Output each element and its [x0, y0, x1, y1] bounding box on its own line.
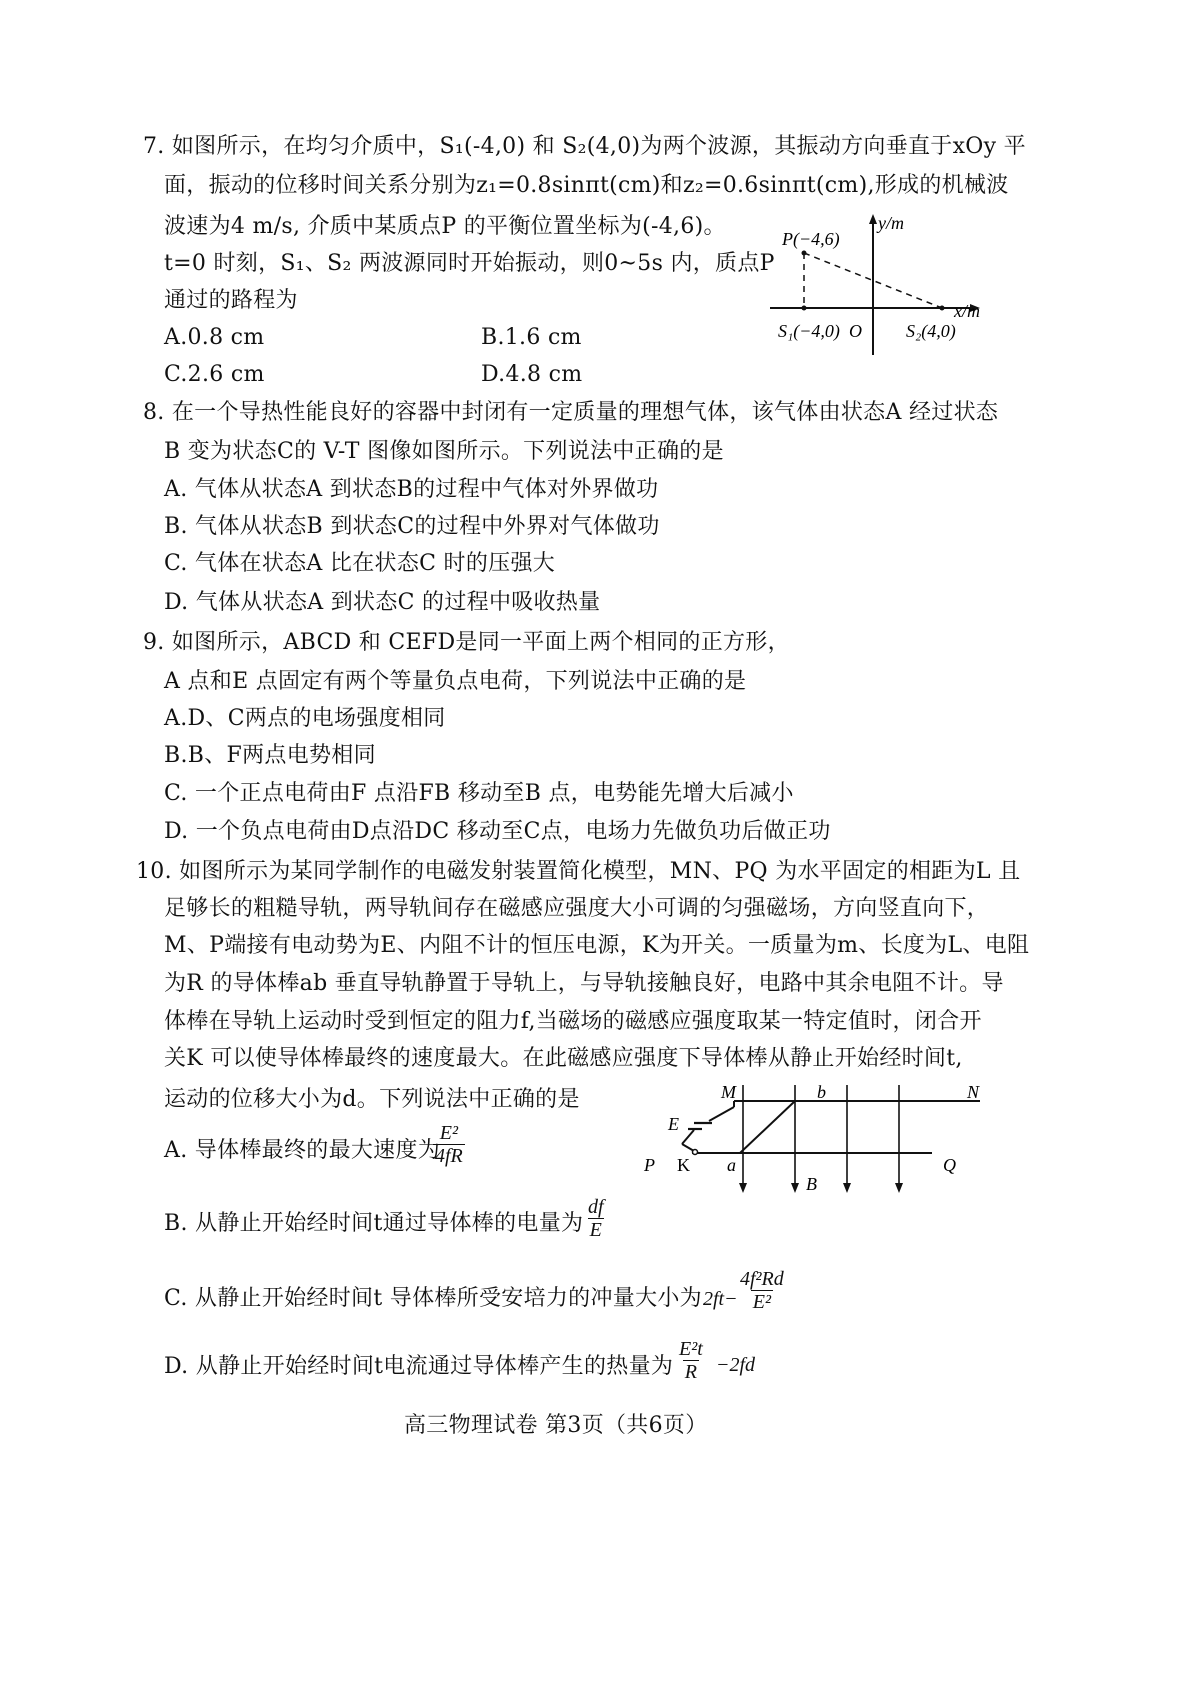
- q10-option-a-fraction: [433, 1122, 465, 1167]
- q7-stem-line-2: 面，振动的位移时间关系分别为z₁=0.8sinπt(cm)和z₂=0.6sinπt(cm),形成的机械波: [164, 173, 1009, 198]
- fraction-numerator: 4f²Rd: [740, 1268, 784, 1290]
- label-p: P(−4,6): [782, 229, 840, 249]
- q8-option-c: C. 气体在状态A 比在状态C 时的压强大: [164, 551, 556, 576]
- label-b: b: [817, 1082, 826, 1102]
- q9-option-c: C. 一个正点电荷由F 点沿FB 移动至B 点，电势能先增大后减小: [164, 781, 794, 806]
- label-n: N: [967, 1082, 980, 1102]
- q9-option-d: D. 一个负点电荷由D点沿DC 移动至C点，电场力先做负功后做正功: [164, 819, 831, 844]
- label-a: a: [727, 1155, 736, 1175]
- fraction-denominator: R: [684, 1361, 697, 1383]
- q10-option-d-suffix: −2fd: [716, 1354, 756, 1376]
- point-p: [802, 251, 807, 256]
- q10-option-c-text: C. 从静止开始经时间t 导体棒所受安培力的冲量大小为: [164, 1286, 702, 1311]
- q8-option-d: D. 气体从状态A 到状态C 的过程中吸收热量: [164, 590, 601, 615]
- field-arrow-icon: [843, 1183, 851, 1193]
- q10-option-d-text: D. 从静止开始经时间t电流通过导体棒产生的热量为: [164, 1354, 674, 1379]
- q8-stem-line-2: B 变为状态C的 V-T 图像如图所示。下列说法中正确的是: [164, 439, 724, 464]
- wire-source-to-switch: [682, 1130, 694, 1144]
- q10-stem-line-7: 运动的位移大小为d。下列说法中正确的是: [164, 1087, 580, 1112]
- label-b-field: B: [806, 1174, 817, 1194]
- page-footer: 高三物理试卷 第3页（共6页）: [404, 1413, 708, 1438]
- q10-stem-line-2: 足够长的粗糙导轨，两导轨间存在磁感应强度大小可调的匀强磁场，方向竖直向下，: [164, 896, 990, 921]
- q10-stem-line-1: 10. 如图所示为某同学制作的电磁发射装置简化模型，MN、PQ 为水平固定的相距为L 且: [136, 859, 1021, 884]
- q8-stem-line-1: 8. 在一个导热性能良好的容器中封闭有一定质量的理想气体，该气体由状态A 经过状态: [143, 400, 999, 425]
- fraction-numerator: df: [588, 1196, 604, 1218]
- wire-m-to-source: [709, 1107, 734, 1121]
- label-k: K: [677, 1155, 690, 1175]
- q7-option-c: C.2.6 cm: [164, 362, 265, 387]
- fraction-numerator: E²: [439, 1122, 458, 1144]
- label-m: M: [721, 1082, 736, 1102]
- q10-option-d-fraction: [677, 1338, 705, 1383]
- field-arrow-icon: [895, 1183, 903, 1193]
- q10-rail-figure: [630, 1075, 995, 1200]
- q10-option-c-fraction: [738, 1268, 786, 1313]
- fraction-numerator: E²t: [679, 1338, 703, 1360]
- y-axis-arrow-icon: [869, 214, 877, 224]
- q8-option-b: B. 气体从状态B 到状态C的过程中外界对气体做功: [164, 514, 660, 539]
- q7-stem-line-1: 7. 如图所示，在均匀介质中，S₁(-4,0) 和 S₂(4,0)为两个波源，其振动方向垂直于xOy 平: [143, 134, 1026, 159]
- conductor-rod-ab: [740, 1101, 795, 1153]
- q10-stem-line-3: M、P端接有电动势为E、内阻不计的恒压电源，K为开关。一质量为m、长度为L、电阻: [164, 933, 1030, 958]
- field-arrow-icon: [739, 1183, 747, 1193]
- point-s2: [940, 306, 945, 311]
- label-e: E: [668, 1114, 679, 1134]
- fraction-denominator: E²: [752, 1291, 771, 1313]
- label-q: Q: [943, 1155, 956, 1175]
- q10-option-c-prefix: 2ft−: [703, 1288, 738, 1310]
- field-arrow-icon: [791, 1183, 799, 1193]
- point-s1: [802, 306, 807, 311]
- q7-option-b: B.1.6 cm: [481, 325, 582, 350]
- label-p: P: [644, 1155, 655, 1175]
- q10-option-b-fraction: [586, 1196, 606, 1241]
- label-o: O: [849, 321, 862, 341]
- label-s2: S₂(4,0): [906, 321, 956, 341]
- label-y: y/m: [878, 213, 904, 233]
- switch-k: [682, 1144, 694, 1151]
- q10-option-b-text: B. 从静止开始经时间t通过导体棒的电量为: [164, 1211, 584, 1236]
- q7-option-a: A.0.8 cm: [164, 325, 265, 350]
- q9-stem-line-1: 9. 如图所示，ABCD 和 CEFD是同一平面上两个相同的正方形，: [143, 630, 790, 655]
- switch-contact: [693, 1150, 698, 1155]
- q10-option-a-text: A. 导体棒最终的最大速度为: [164, 1138, 441, 1163]
- q7-option-d: D.4.8 cm: [481, 362, 583, 387]
- q9-stem-line-2: A 点和E 点固定有两个等量负点电荷，下列说法中正确的是: [164, 669, 747, 694]
- q7-coordinate-figure: [760, 205, 1000, 365]
- q10-stem-line-4: 为R 的导体棒ab 垂直导轨静置于导轨上，与导轨接触良好，电路中其余电阻不计。导: [164, 971, 1004, 996]
- q9-option-a: A.D、C两点的电场强度相同: [164, 706, 446, 731]
- q10-stem-line-6: 关K 可以使导体棒最终的速度最大。在此磁感应强度下导体棒从静止开始经时间t,: [164, 1046, 963, 1071]
- q9-option-b: B.B、F两点电势相同: [164, 743, 376, 768]
- q7-stem-line-5: 通过的路程为: [164, 288, 298, 313]
- q8-option-a: A. 气体从状态A 到状态B的过程中气体对外界做功: [164, 477, 659, 502]
- label-x: x/m: [954, 301, 980, 321]
- q7-stem-line-3: 波速为4 m/s, 介质中某质点P 的平衡位置坐标为(-4,6)。: [164, 214, 726, 239]
- label-s1: S₁(−4,0): [778, 321, 840, 341]
- q7-stem-line-4: t=0 时刻，S₁、S₂ 两波源同时开始振动，则0~5s 内，质点P: [164, 251, 775, 276]
- q10-stem-line-5: 体棒在导轨上运动时受到恒定的阻力f,当磁场的磁感应强度取某一特定值时，闭合开: [164, 1009, 982, 1034]
- fraction-denominator: 4fR: [435, 1145, 463, 1167]
- fraction-denominator: E: [589, 1219, 602, 1241]
